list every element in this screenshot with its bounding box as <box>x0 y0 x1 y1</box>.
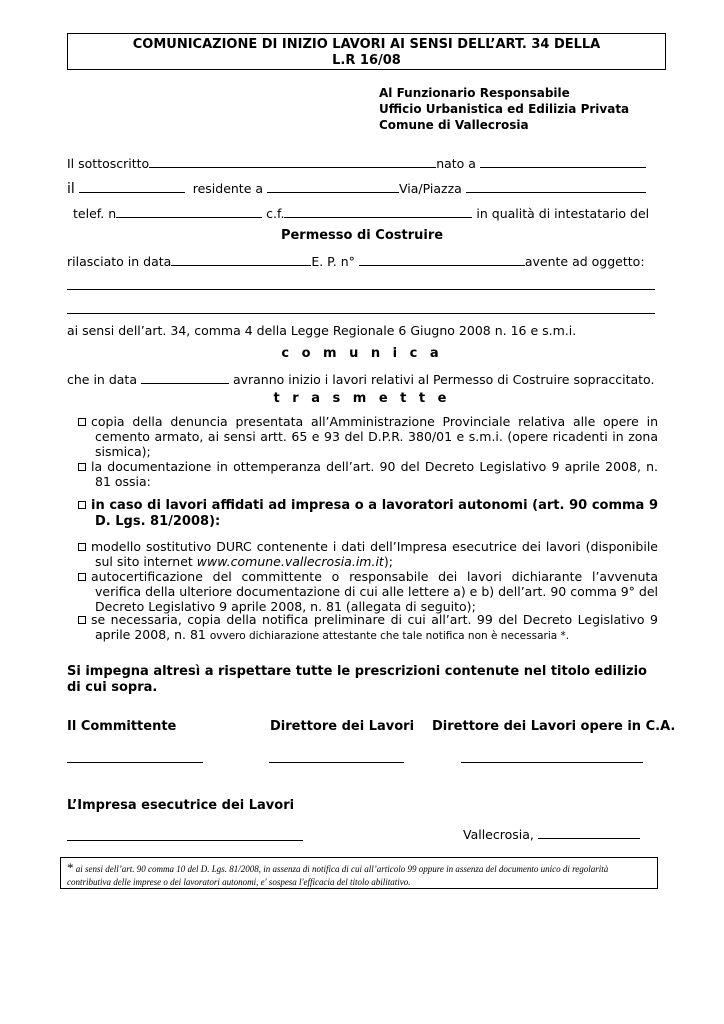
form-row-sottoscritto <box>67 155 646 171</box>
list-item <box>78 414 658 459</box>
label-residente: residente a <box>192 181 264 196</box>
label-rilasciato: rilasciato in data <box>67 254 172 269</box>
list-item <box>78 612 658 644</box>
checkbox[interactable] <box>78 573 86 581</box>
label-avente: avente ad oggetto: <box>524 254 645 269</box>
list-item <box>78 539 658 569</box>
field-cf[interactable] <box>284 205 472 218</box>
field-oggetto-line-2[interactable] <box>67 313 655 314</box>
signature-label-committente: Il Committente <box>67 719 177 734</box>
recipient-line-2: Ufficio Urbanistica ed Edilizia Privata <box>379 102 630 116</box>
footnote-text: ai sensi dell’art. 90 comma 10 del D. Lgs. 81/2008, in assenza di notifica di cui all’articolo 99 oppure in assenza del documento unico di regolarità contributiva delle imprese o dei lavoratori autonomi, e' sospesa l'efficacia del titolo abilitativo. <box>67 864 609 887</box>
field-data-rilascio[interactable] <box>171 253 311 266</box>
recipient-line-3: Comune di Vallecrosia <box>379 118 529 132</box>
bullet-durc-text: modello sostitutivo DURC contenente i dati dell’Impresa esecutrice dei lavori (disponibile sul sito internet <box>91 539 658 569</box>
checkbox[interactable] <box>78 543 86 551</box>
list-item <box>78 569 658 614</box>
label-ep: E. P. n° <box>311 254 355 269</box>
field-oggetto-line-1[interactable] <box>67 289 655 290</box>
label-il: il <box>67 181 75 197</box>
label-via: Via/Piazza <box>399 181 462 196</box>
checkbox[interactable] <box>78 418 86 426</box>
label-che-in-data: che in data <box>67 372 137 387</box>
field-il[interactable] <box>79 180 185 193</box>
title-line-2: L.R 16/08 <box>332 53 401 68</box>
bullet-durc-end: ); <box>383 554 393 569</box>
label-nato: nato a <box>436 156 476 171</box>
field-nato[interactable] <box>480 155 646 168</box>
form-row-rilascio <box>67 253 645 269</box>
label-cf: c.f. <box>266 206 285 221</box>
recipient-line-1: Al Funzionario Responsabile <box>379 86 570 100</box>
checkbox[interactable] <box>78 501 86 509</box>
bullet-notifica-note: ovvero dichiarazione attestante che tale notifica non è necessaria *. <box>209 630 570 642</box>
legal-reference: ai sensi dell’art. 34, comma 4 della Legge Regionale 6 Giugno 2008 n. 16 e s.m.i. <box>67 323 577 338</box>
field-data-firma[interactable] <box>538 826 640 839</box>
signature-line-direttore-ca[interactable] <box>461 762 643 763</box>
title-line-1: COMUNICAZIONE DI INIZIO LAVORI AI SENSI DELL’ART. 34 DELLA <box>132 37 601 52</box>
label-vallecrosia: Vallecrosia, <box>463 827 534 842</box>
trasmette-heading: t r a s m e t t e <box>273 391 451 406</box>
form-row-telefono <box>73 205 649 221</box>
checkbox[interactable] <box>78 616 86 624</box>
label-avranno: avranno inizio i lavori relativi al Permesso di Costruire sopraccitato. <box>232 372 655 387</box>
permesso-heading: Permesso di Costruire <box>280 228 444 243</box>
label-telef: telef. n <box>73 206 117 221</box>
bullet-autocertificazione: autocertificazione del committente o responsabile dei lavori dichiarante l’avvenuta verifica della ulteriore documentazione di cui alle lettere a) e b) dell’art. 90 comma 9° del Decreto Legislativo 9 aprile 2008, n. 81 (allegata di seguito); <box>91 569 658 614</box>
signature-line-impresa[interactable] <box>67 840 303 841</box>
bullet-notifica: se necessaria, copia della notifica preliminare di cui all’art. 99 del Decreto Legislativo 9 aprile 2008, n. 81 <box>91 612 658 642</box>
label-sottoscritto: Il sottoscritto <box>67 156 150 171</box>
form-row-inizio <box>67 371 654 387</box>
signature-line-direttore[interactable] <box>269 762 404 763</box>
field-via[interactable] <box>466 180 646 193</box>
field-telef[interactable] <box>116 205 262 218</box>
signature-label-direttore-ca: Direttore dei Lavori opere in C.A. <box>432 719 676 734</box>
field-ep[interactable] <box>359 253 525 266</box>
field-data-inizio[interactable] <box>141 371 229 384</box>
label-qualita: in qualità di intestatario del <box>476 206 650 221</box>
bullet-documentazione: la documentazione in ottemperanza dell’art. 90 del Decreto Legislativo 9 aprile 2008, n. 81 ossia: <box>91 459 658 489</box>
list-item <box>78 498 658 530</box>
signature-line-committente[interactable] <box>67 762 203 763</box>
field-sottoscritto[interactable] <box>149 155 436 168</box>
form-row-residenza <box>67 180 646 197</box>
comunica-heading: c o m u n i c a <box>281 346 443 361</box>
field-residente[interactable] <box>267 180 399 193</box>
durc-url-link[interactable]: www.comune.vallecrosia.im.it <box>196 554 384 569</box>
place-date <box>463 826 640 842</box>
signature-label-impresa: L’Impresa esecutrice dei Lavori <box>67 798 295 813</box>
impegno-statement: Si impegna altresì a rispettare tutte le prescrizioni contenute nel titolo edilizio di cui sopra. <box>67 664 647 695</box>
document-title <box>67 33 666 70</box>
signature-label-direttore: Direttore dei Lavori <box>270 719 415 734</box>
footnote <box>60 857 658 889</box>
bullet-impresa-heading: in caso di lavori affidati ad impresa o a lavoratori autonomi (art. 90 comma 9 D. Lgs. 81/2008): <box>91 498 658 529</box>
checkbox[interactable] <box>78 463 86 471</box>
list-item <box>78 459 658 489</box>
footnote-star: * <box>67 860 74 875</box>
bullet-denuncia: copia della denuncia presentata all’Amministrazione Provinciale relativa alle opere in cemento armato, ai sensi artt. 65 e 93 del D.P.R. 380/01 e s.m.i. (opere ricadenti in zona sismica); <box>91 414 658 459</box>
